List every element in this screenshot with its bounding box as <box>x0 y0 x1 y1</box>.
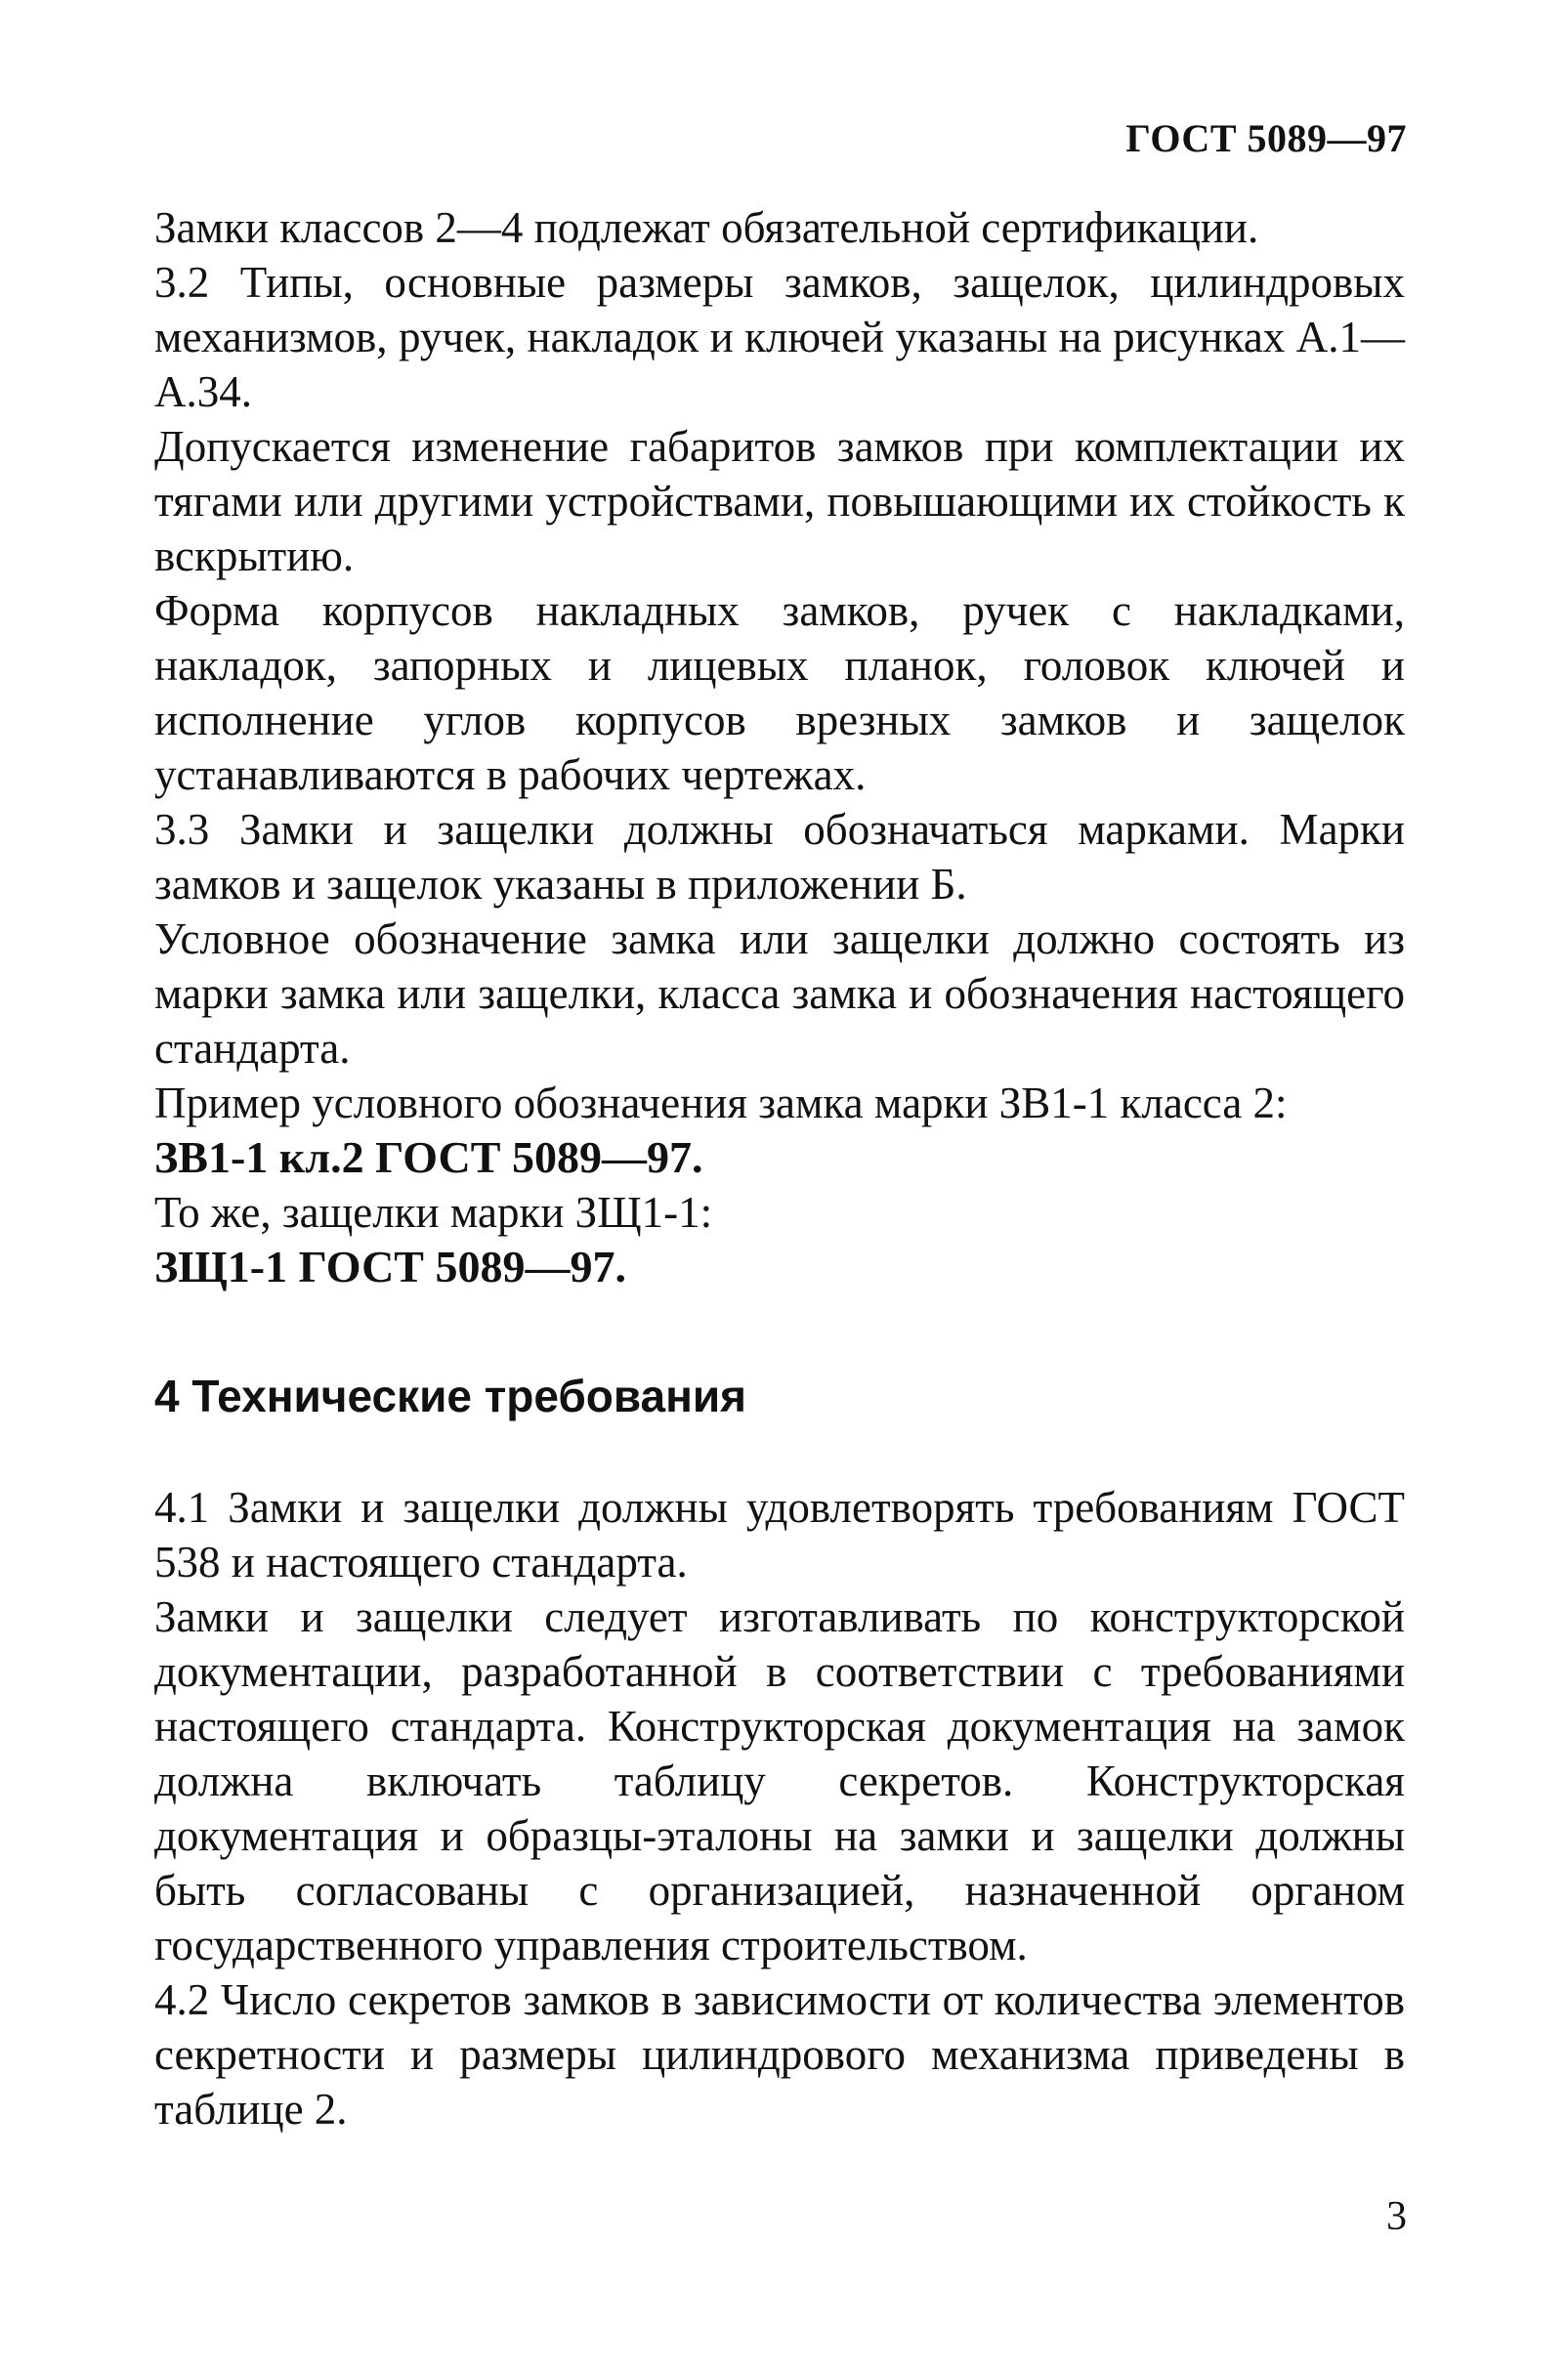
paragraph-shape-forms: Форма корпусов накладных замков, ручек с накладками, накладок, запорных и лицевых планок, головок ключей и исполнение углов корпусов врезных замков и защелок устанавливаются в рабочих чертежах. <box>154 586 1405 799</box>
example-lock-designation: ЗВ1-1 кл.2 ГОСТ 5089—97. <box>154 1132 703 1182</box>
example-lock-intro: Пример условного обозначения замка марки ЗВ1-1 класса 2: <box>154 1079 1288 1127</box>
paragraph-4-1: 4.1 Замки и защелки должны удовлетворять требованиям ГОСТ 538 и настоящего стандарта. <box>154 1483 1405 1587</box>
paragraph-certification: Замки классов 2—4 подлежат обязательной сертификации. <box>154 203 1259 252</box>
paragraph-dimensions-change: Допускается изменение габаритов замков при комплектации их тягами или другими устройствами, повышающими их стойкость к вскрытию. <box>154 422 1405 580</box>
example-latch-designation: ЗЩ1-1 ГОСТ 5089—97. <box>154 1242 626 1291</box>
paragraph-3-3: 3.3 Замки и защелки должны обозначаться марками. Марки замков и защелок указаны в приложении Б. <box>154 805 1405 909</box>
paragraph-designation: Условное обозначение замка или защелки должно состоять из марки замка или защелки, класса замка и обозначения настоящего стандарта. <box>154 914 1405 1073</box>
paragraph-design-documentation: Замки и защелки следует изготавливать по конструкторской документации, разработанной в соответствии с требованиями настоящего стандарта. Конструкторская документация на замок должна включать таблицу секретов. Конструкторская документация и образцы-эталоны на замки и защелки должны быть согласованы с организацией, назначенной органом государственного управления строительством. <box>154 1592 1405 1969</box>
page-content <box>154 200 1405 2137</box>
page-number: 3 <box>1386 2194 1407 2239</box>
paragraph-3-2-text: 3.2 Типы, основные размеры замков, защелок, цилиндровых механизмов, ручек, накладок и ключей указаны на рисунках А.1—А.34. <box>154 258 1405 416</box>
paragraph-3-2 <box>154 255 1405 419</box>
section-4-title: 4 Технические требования <box>154 1371 746 1421</box>
paragraph-4-2: 4.2 Число секретов замков в зависимости от количества элементов секретности и размеры цилиндрового механизма приведены в таблице 2. <box>154 1975 1405 2134</box>
example-latch-intro: То же, защелки марки ЗЩ1-1: <box>154 1188 713 1237</box>
document-header-code: ГОСТ 5089—97 <box>1125 116 1407 160</box>
